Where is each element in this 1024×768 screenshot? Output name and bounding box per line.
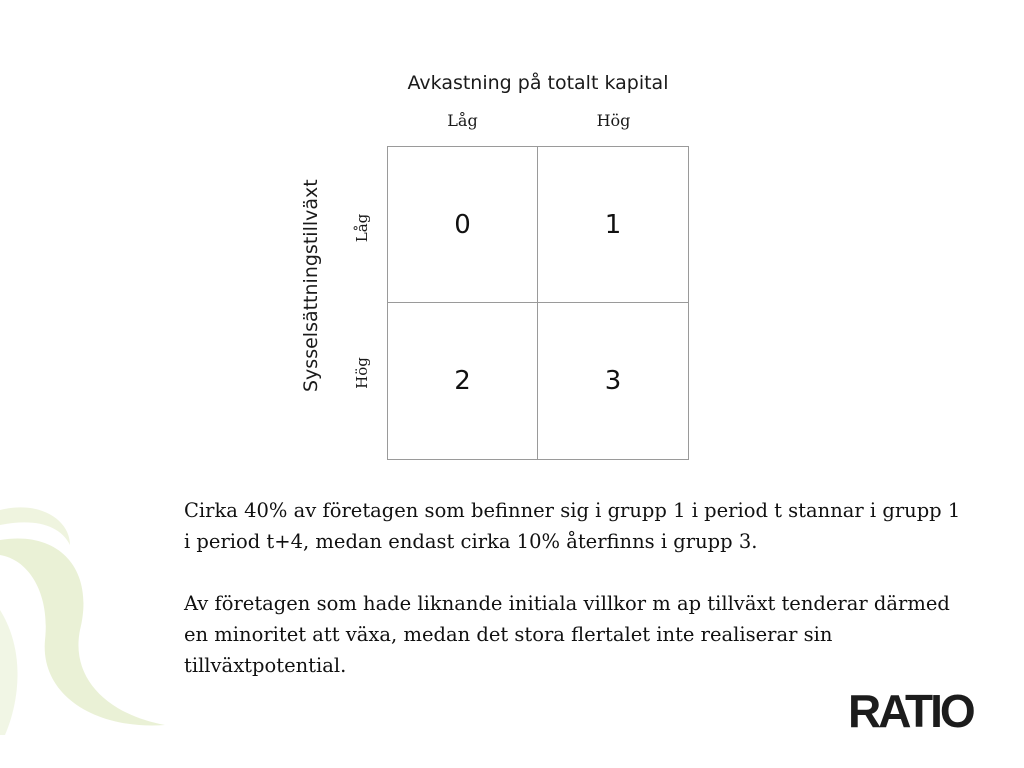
green-swoosh-icon: [0, 500, 180, 740]
matrix-cell: 1: [538, 147, 688, 303]
row-label-low: Låg: [353, 213, 371, 243]
column-label-high: Hög: [596, 111, 631, 130]
matrix-cell: 3: [604, 366, 622, 396]
row-axis-title: Sysselsättningstillväxt: [300, 179, 322, 392]
row-label-high: Hög: [353, 357, 371, 389]
paragraph-growth-conclusion: Av företagen som hade liknande initiala villkor m ap tillväxt tenderar därmed en minoritet att växa, medan det stora flertalet inte realiserar sin tillväxtpotential.: [184, 592, 950, 677]
paragraph-group-retention: Cirka 40% av företagen som befinner sig i grupp 1 i period t stannar i grupp 1 i period t+4, medan endast cirka 10% återfinns i grupp 3.: [184, 499, 961, 553]
matrix-cell: 0: [388, 147, 538, 303]
matrix-cell: 2: [388, 303, 538, 459]
matrix-grid: [387, 146, 689, 460]
column-axis-title: Avkastning på totalt kapital: [407, 72, 669, 94]
ratio-logo: RATIO: [848, 685, 973, 737]
column-label-low: Låg: [447, 111, 478, 130]
